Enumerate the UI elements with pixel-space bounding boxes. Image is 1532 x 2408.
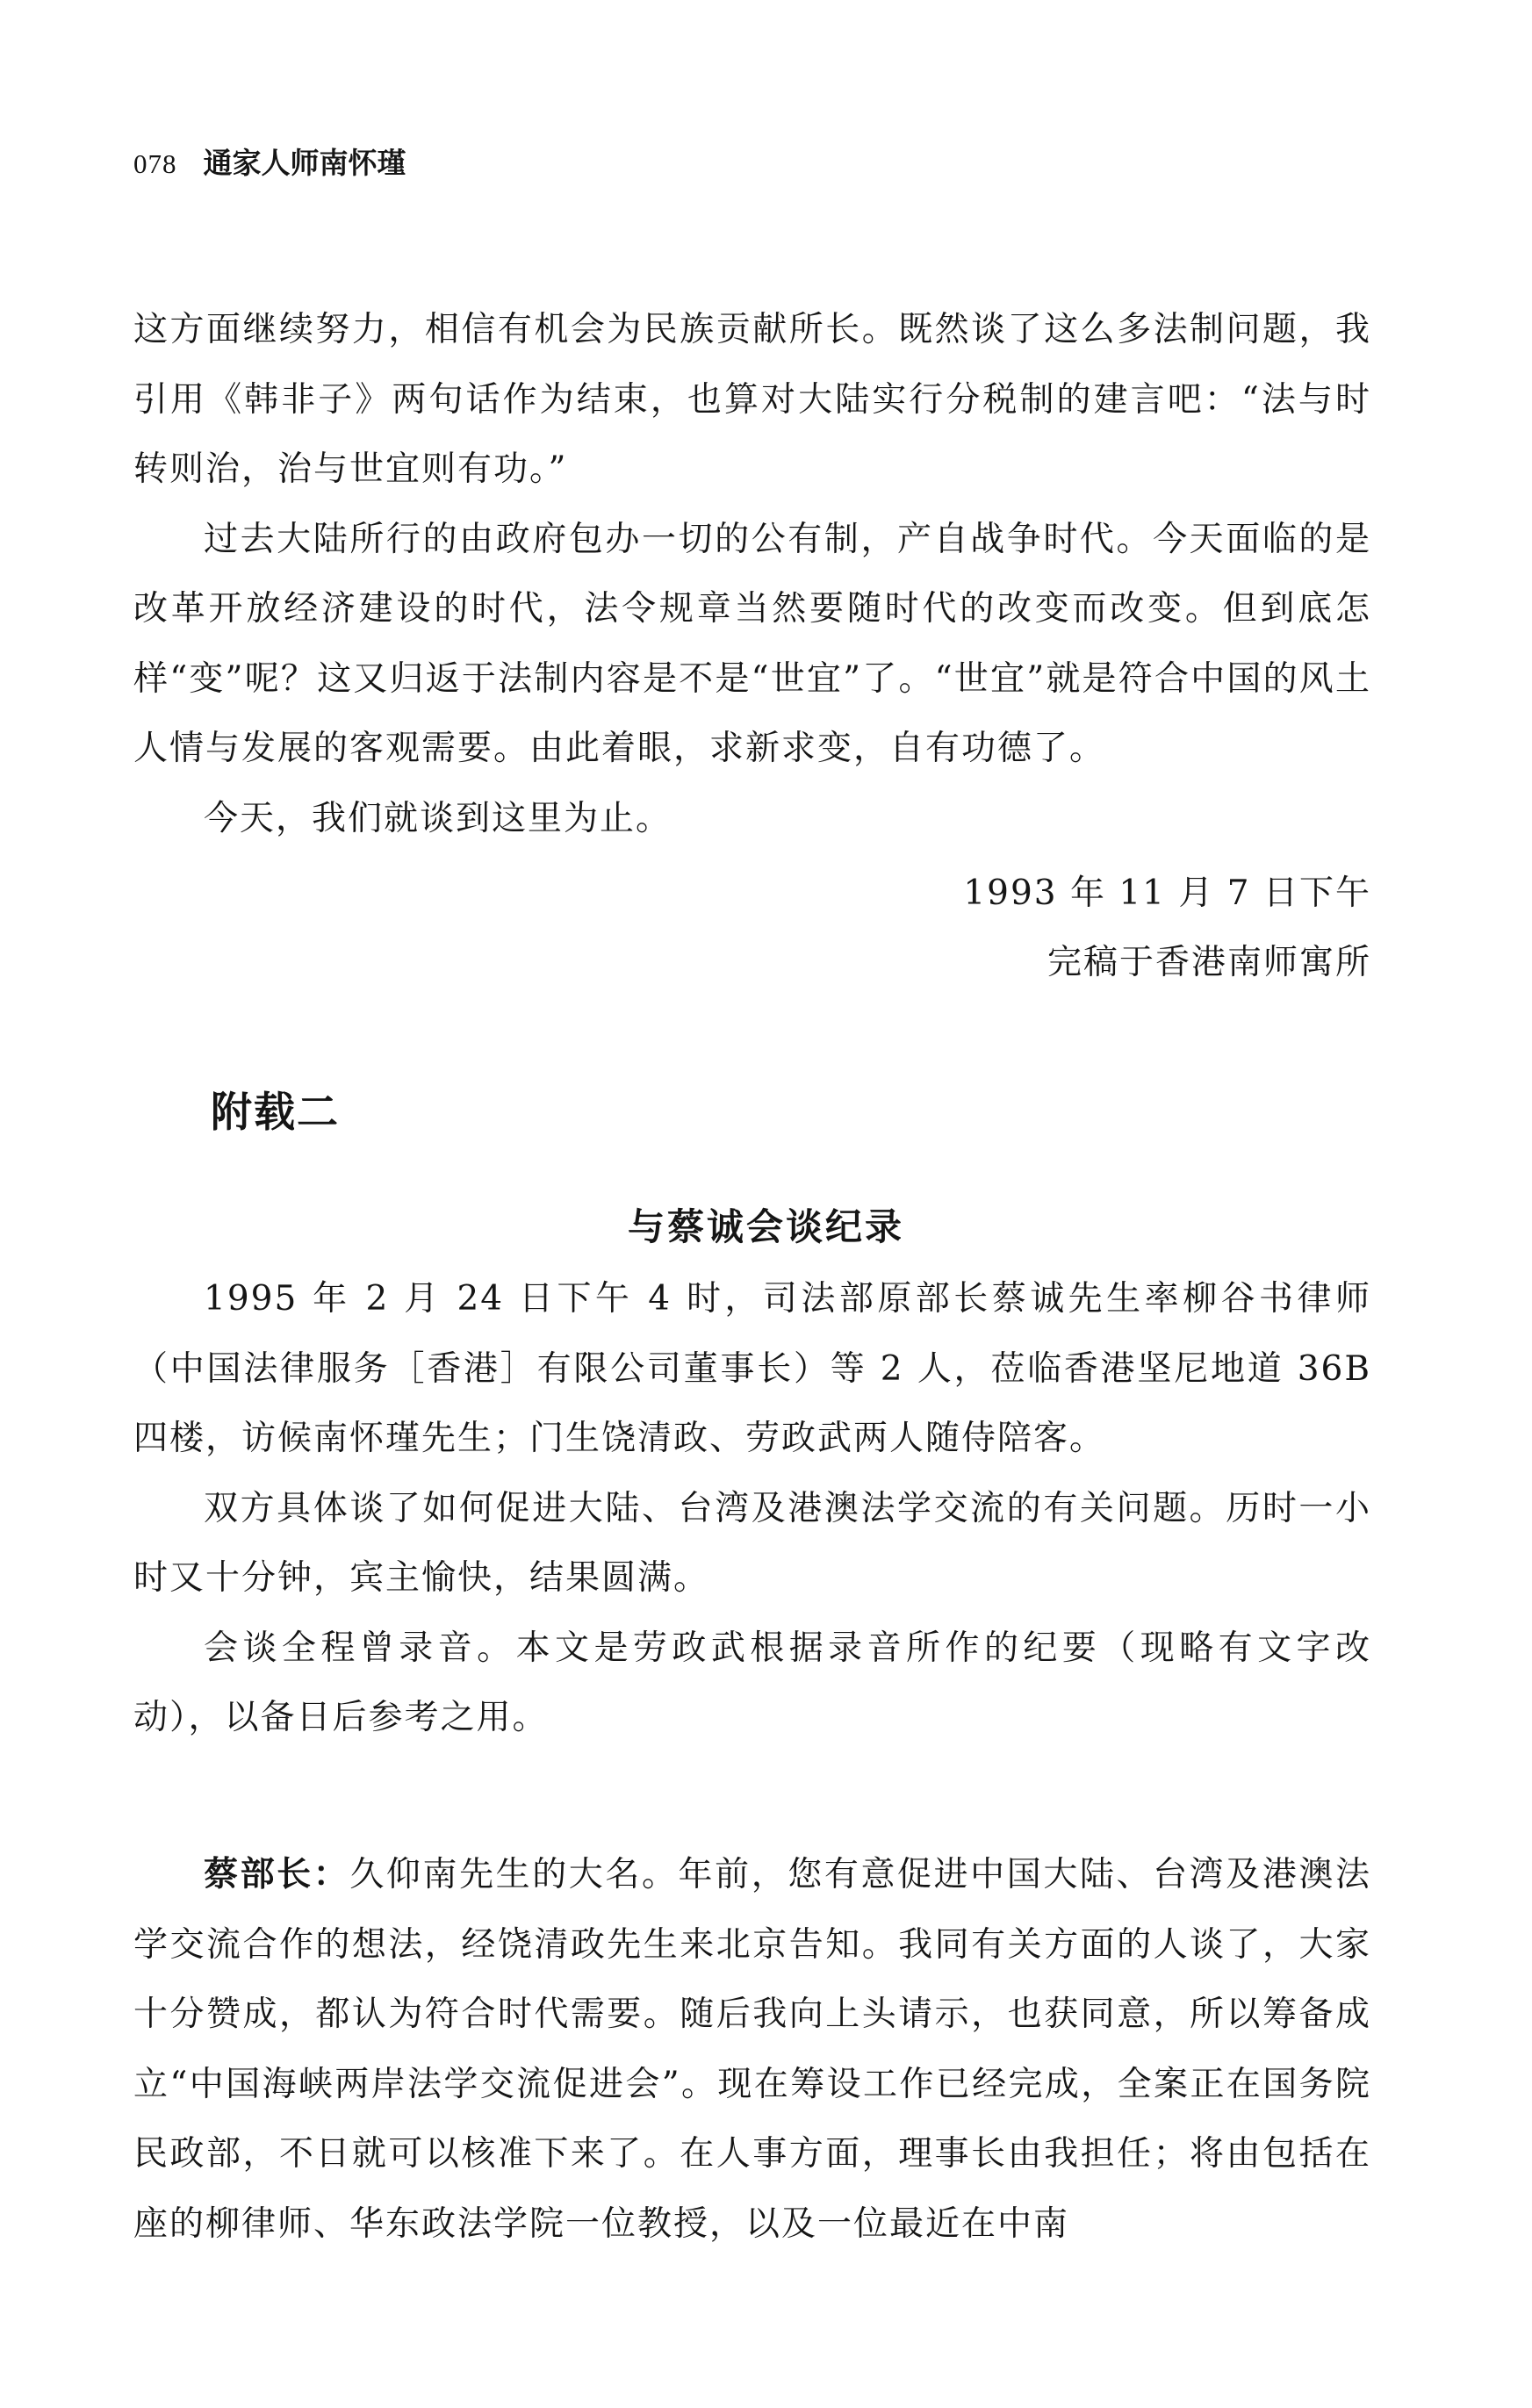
speaker-label: 蔡部长： — [204, 1855, 350, 1894]
page-number: 078 — [133, 148, 177, 179]
signature-date: 1993 年 11 月 7 日下午 — [963, 873, 1371, 913]
paragraph: 过去大陆所行的由政府包办一切的公有制，产自战争时代。今天面临的是改革开放经济建设的时代，法令规章当然要随时代的改变而改变。但到底怎样“变”呢？这又归返于法制内容是不是“世宜”了。“世宜”就是符合中国的风土人情与发展的客观需要。由此着眼，求新求变，自有功德了。 — [133, 519, 1371, 768]
dialogue-text — [133, 1840, 1371, 2259]
dialogue-paragraph — [133, 1840, 1371, 2259]
speech-text: 久仰南先生的大名。年前，您有意促进中国大陆、台湾及港澳法学交流合作的想法，经饶清政先生来北京告知。我同有关方面的人谈了，大家十分赞成，都认为符合时代需要。随后我向上头请示，也获同意，所以筹备成立“中国海峡两岸法学交流促进会”。现在筹设工作已经完成，全案正在国务院民政部，不日就可以核准下来了。在人事方面，理事长由我担任；将由包括在座的柳律师、华东政法学院一位教授，以及一位最近在中南 — [133, 1855, 1371, 2244]
paragraph: 双方具体谈了如何促进大陆、台湾及港澳法学交流的有关问题。历时一小时又十分钟，宾主愉快，结果圆满。 — [133, 1488, 1371, 1598]
intro-text — [133, 1264, 1371, 1753]
paragraph: 今天，我们就谈到这里为止。 — [204, 798, 672, 838]
article-title: 与蔡诚会谈纪录 — [627, 1205, 904, 1248]
paragraph: 会谈全程曾录音。本文是劳政武根据录音所作的纪要（现略有文字改动），以备日后参考之用。 — [133, 1628, 1371, 1737]
paragraph: 这方面继续努力，相信有机会为民族贡献所长。既然谈了这么多法制问题，我引用《韩非子》两句话作为结束，也算对大陆实行分税制的建言吧：“法与时转则治，治与世宜则有功。” — [133, 310, 1371, 489]
signature-place: 完稿于香港南师寓所 — [1047, 943, 1371, 982]
paragraph: 1995 年 2 月 24 日下午 4 时，司法部原部长蔡诚先生率柳谷书律师（中国法律服务［香港］有限公司董事长）等 2 人，莅临香港坚尼地道 36B 四楼，访候南怀瑾先生；门生饶清政、劳政武两人随侍陪客。 — [133, 1279, 1371, 1458]
running-title: 通家人师南怀瑾 — [203, 146, 406, 180]
section-heading: 附载二 — [211, 1089, 340, 1137]
page-header — [133, 140, 406, 193]
closing-text — [133, 295, 1371, 853]
